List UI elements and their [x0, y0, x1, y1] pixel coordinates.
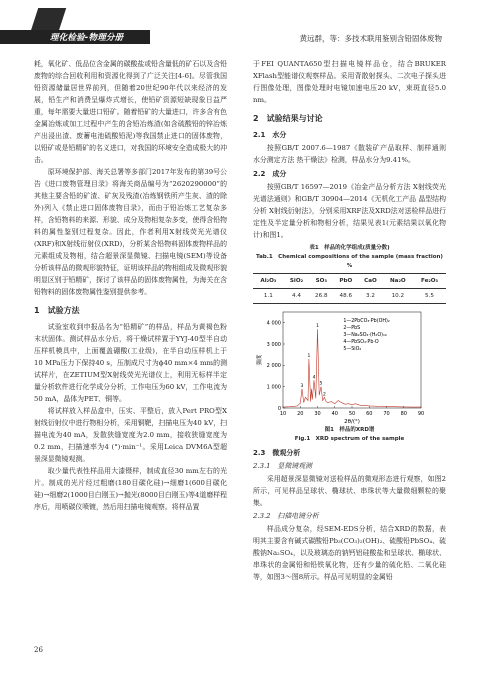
- section-heading: 2 试验结果与讨论: [253, 114, 323, 123]
- x-axis-label: 2θ/(°): [344, 419, 360, 425]
- paragraph: 将试样放入样品盒中，压实、平整后，放入Pert PRO型X射线衍射仪中进行物相分析，采用铜靶，扫描电压为40 kV，扫描电流为40 mA，发散狭缝宽度为2.0 mm，接收狭缝宽度为0.2 mm，扫描速率为4 (°)·min⁻¹。采用Leica DVM6A型超景深显微镜观测。: [34, 407, 227, 463]
- table-header-cell: SiO₂: [289, 278, 304, 284]
- legend-entry: 5—SiO₂: [343, 347, 362, 352]
- peak-label: 1: [307, 353, 311, 359]
- table-caption-en: Tab.1 Chemical compositions of the sample (mass fraction) %: [256, 254, 449, 269]
- y-tick-label: 2 000: [266, 363, 281, 370]
- left-column: [34, 58, 227, 513]
- page-header: [0, 0, 480, 48]
- xrd-chart: [253, 308, 446, 426]
- table-header-cell: SO₃: [315, 278, 327, 284]
- paragraph: 按照GB/T 16597—2019《冶金产品分析方法 X射线荧光光谱法通则》和GB/T 30904—2014《无机化工产品 晶型结构分析 X射线衍射法》，分别采用XRF法及XRD法对送检样品进行定性及半定量分析和物相分析，结果见表1(元素结果以氧化物计)和图1。: [253, 183, 446, 239]
- legend-entry: 4—PbSO₄·Pb·O: [343, 340, 379, 345]
- subsection-heading: 2.3 微观分析: [253, 449, 301, 457]
- table-header-cell: Na₂O: [389, 278, 406, 284]
- table-cell: 5.5: [425, 293, 434, 299]
- paragraph: 于FEI QUANTA650型扫描电镜样品仓，结合BRUKER XFlash型能谱仪观察样品。采用背散射探头、二次电子探头进行图像处理，图像处理时电镜加速电压20 kV，束斑直径5.0 nm。: [253, 60, 446, 104]
- section-heading: 1 试验方法: [34, 306, 80, 315]
- table-header-cell: PbO: [339, 278, 353, 284]
- paragraph: 采用超景深显微镜对送检样品的微观形态进行观察，如图2所示，可见样品呈球状、椭球状、串珠状等大量微细颗粒的聚集。: [253, 475, 446, 507]
- paragraph: 耗，氧化矿、低品位含金属的碳酸盐或铅含量低的矿石以及含铅废物的综合回收利用和资源化得到了广泛关注[4-6]。尽管我国铅资源储量居世界前列，但随着20世纪90年代以来经济的发展，铅生产和消费呈爆炸式增长，使铅矿资源短缺现象日益严重，每年需要大量进口铅矿。随着铅矿的大量进口，许多含有色金属冶炼或加工过程中产生的含铅冶炼渣(如含硫酸铅的锌冶炼产出浸出渣、废蓄电池硫酸铅泥)等我国禁止进口的固体废物，以铅矿或是铅精矿的名义进口，对我国的环境安全造成极大的冲击。: [34, 60, 227, 164]
- running-title: 黄远群，等：多技术联用鉴别含铅固体废物: [299, 34, 442, 43]
- table-cell: 26.8: [315, 293, 328, 299]
- table-header-cell: CaO: [364, 278, 377, 284]
- x-tick-label: 10: [279, 411, 287, 417]
- legend-entry: 3—Na₂SO₄·(H₂O)₁₀: [343, 333, 387, 338]
- peak-label: 4: [312, 375, 316, 381]
- table-cell: 3.2: [365, 293, 375, 299]
- right-column: [253, 58, 449, 583]
- peak-label: 2: [322, 392, 326, 398]
- page-number: 26: [34, 646, 43, 654]
- x-tick-label: 20: [297, 411, 304, 417]
- peak-label: 5: [319, 381, 323, 387]
- figure-caption-cn: 图1 样品的XRD谱: [324, 427, 375, 433]
- paragraph: 试验室收到申报品名为“铅精矿”的样品，样品为黄褐色粉末状固体。测试样品水分后，将干燥试样置于YYJ-40型半自动压样机模具中，上面覆盖硼酸(工业级)，在半自动压样机上于10 MPa压力下保持40 s，压制成尺寸为ϕ40 mm×4 mm的测试样片，在ZETIUM型X射线荧光光谱仪上，利用无标样半定量分析软件进行化学成分分析，工作电压为60 kV，工作电流为50 mA，晶体为PET、铜等。: [34, 323, 227, 403]
- journal-logo: 理化检验-物理分册: [50, 33, 124, 43]
- y-axis-label: 强度: [257, 354, 263, 366]
- x-tick-label: 80: [400, 411, 407, 417]
- table-cell: 10.2: [391, 293, 405, 299]
- table-header-row: [253, 274, 446, 289]
- y-tick-label: 4 000: [266, 320, 281, 327]
- table-cell: 48.6: [339, 293, 353, 299]
- x-tick-label: 70: [383, 411, 390, 417]
- peak-label: 3: [300, 383, 304, 389]
- y-tick-label: 3 000: [266, 341, 281, 348]
- paragraph: 按照GB/T 2007.6—1987《散装矿产品取样、制样通则 水分测定方法 热干燥法》检测，样品水分为9.41%。: [253, 144, 446, 164]
- paragraph: 原环境保护部、海关总署等多部门2017年发布的第39号公告《进口废物管理目录》将海关商品编号为“2620290000”的其他主要含铅的矿渣、矿灰及残渣(冶炼钢铁所产生灰、渣的除外)列入《禁止进口固体废物目录》，而由于铅冶炼工艺复杂多样，含铅物料的来源、形貌、成分及物相复杂多变，使得含铅物料的属性鉴别过程复杂。因此，作者利用X射线荧光光谱仪(XRF)和X射线衍射仪(XRD)，分析某含铅物料固体废物样品的元素组成及物相，结合超景深显微镜、扫描电镜(SEM)等设备分析该样品的微观形貌特征，证明该样品的物相组成及微观形貌明显区别于铅精矿，探讨了该样品的固体废物属性，为海关在含铅物料的固体废物属性鉴别提供参考。: [34, 168, 227, 296]
- legend-entry: 1—2PbCO₃·Pb(OH)₂: [343, 319, 390, 324]
- table-caption-cn: 表1 样品的化学组成(质量分数): [309, 245, 390, 251]
- subsubsection-heading: 2.3.2 扫描电镜分析: [253, 512, 319, 520]
- table-cell: 1.1: [263, 293, 273, 299]
- paragraph: 样品成分复杂，经SEM-EDS分析，结合XRD的数据，表明其主要含有碱式碳酸铅Pb₃(CO₃)₂(OH)₂、硫酸铅PbSO₄、硫酸钠Na₂SO₄，以及玻璃态的钠钙铝硅酸盐和呈球状、椭球状、串珠状的金属铅和铅铁氧化物，还有少量的硫化铅、二氧化硅等，如图3～图8所示。样品可见明显的金属铅: [253, 525, 446, 581]
- subsection-heading: 2.1 水分: [253, 131, 287, 139]
- table-cell: 4.4: [292, 293, 301, 299]
- subsubsection-heading: 2.3.1 显微镜观测: [253, 462, 312, 470]
- x-tick-label: 50: [348, 411, 356, 417]
- y-tick-label: 0: [277, 405, 281, 412]
- x-tick-label: 90: [417, 411, 425, 417]
- x-tick-label: 40: [331, 411, 338, 417]
- table-header-cell: Fe₂O₃: [420, 278, 439, 284]
- figure-caption-en: Fig.1 XRD spectrum of the sample: [294, 436, 405, 442]
- table-row: [253, 289, 446, 304]
- composition-table: [253, 273, 446, 304]
- peak-label: 1: [316, 324, 319, 330]
- x-tick-label: 30: [314, 411, 321, 417]
- y-tick-label: 1 000: [266, 384, 281, 391]
- paragraph: 取少量代表性样品用大漆镊样，制成直径30 mm左右的光片。制成的光片经过粗磨(180目碳化硅)→细磨1(600目碳化硅)→细磨2(1000目白刚玉)→抛光(8000目白刚玉)等4道磨样程序后，用喷碳仪喷镀，然后用扫描电镜观察。将样品置: [34, 467, 227, 511]
- legend-entry: 2—PbS: [343, 326, 361, 331]
- x-tick-label: 60: [366, 411, 373, 417]
- table-header-cell: Al₂O₃: [260, 278, 277, 284]
- subsection-heading: 2.2 成分: [253, 170, 287, 178]
